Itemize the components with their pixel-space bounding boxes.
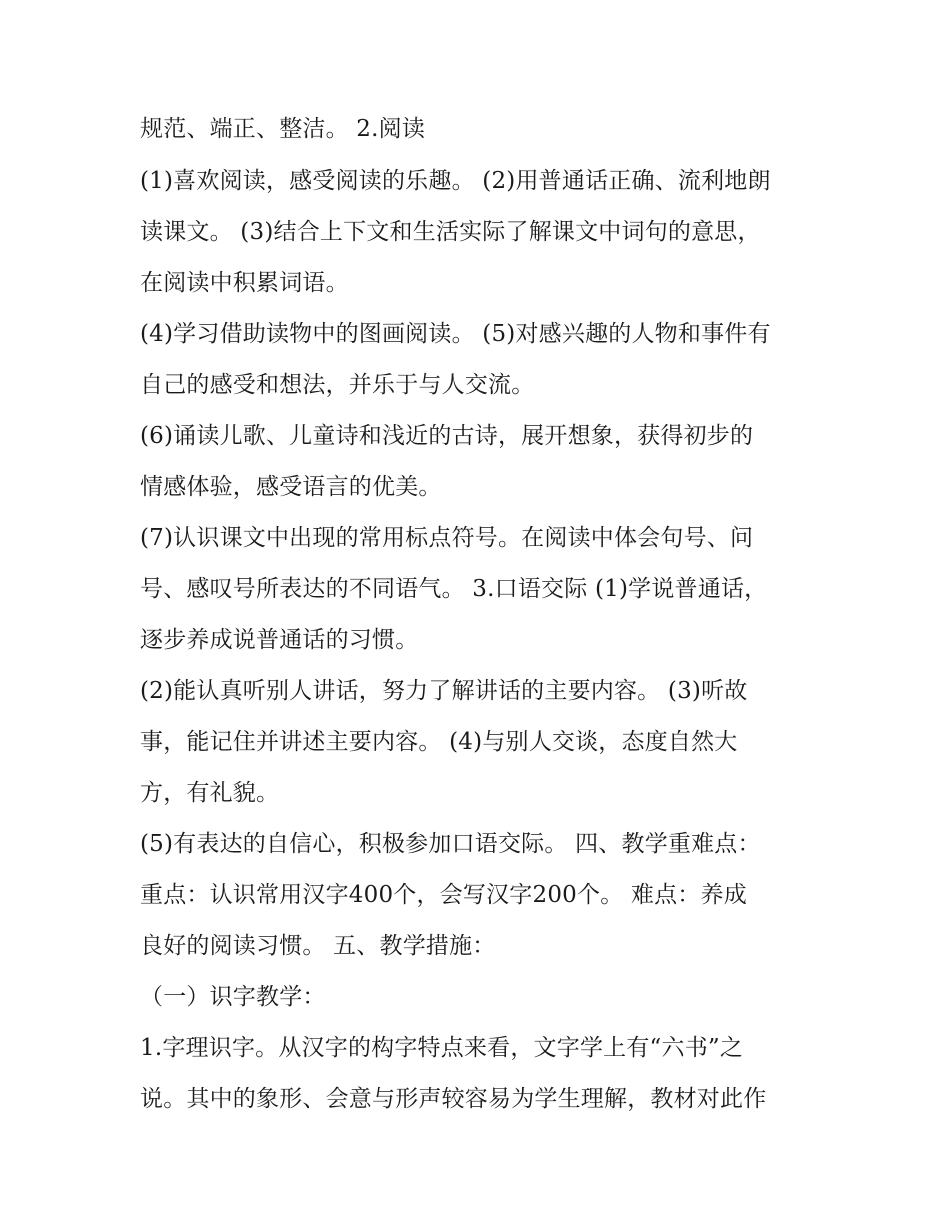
text-line: (7)认识课文中出现的常用标点符号。在阅读中体会句号、问 <box>140 525 754 551</box>
text-line: 自己的感受和想法，并乐于与人交流。 <box>140 372 535 398</box>
section-heading: （一）识字教学： <box>140 984 326 1010</box>
text-line: 良好的阅读习惯。 五、教学措施： <box>140 933 496 959</box>
text-line: (1)喜欢阅读，感受阅读的乐趣。 (2)用普通话正确、流利地朗 <box>140 168 771 194</box>
text-line: 重点：认识常用汉字400个，会写汉字200个。 难点：养成 <box>140 882 747 908</box>
text-line: (5)有表达的自信心，积极参加口语交际。 四、教学重难点： <box>140 831 761 857</box>
text-line: 规范、端正、整洁。 2.阅读 <box>140 116 426 142</box>
text-line: 读课文。 (3)结合上下文和生活实际了解课文中词句的意思， <box>140 219 761 245</box>
text-line: (2)能认真听别人讲话，努力了解讲话的主要内容。 (3)听故 <box>140 678 748 704</box>
text-line: 1.字理识字。从汉字的构字特点来看，文字学上有“六书”之 <box>140 1035 744 1061</box>
text-line: 事，能记住并讲述主要内容。 (4)与别人交谈，态度自然大 <box>140 729 738 755</box>
text-line: 方，有礼貌。 <box>140 780 280 806</box>
text-line: 号、感叹号所表达的不同语气。 3.口语交际 (1)学说普通话， <box>140 576 768 602</box>
text-line: 逐步养成说普通话的习惯。 <box>140 627 419 653</box>
text-line: 情感体验，感受语言的优美。 <box>140 474 442 500</box>
text-line: 说。其中的象形、会意与形声较容易为学生理解，教材对此作 <box>140 1086 767 1112</box>
text-line: (6)诵读儿歌、儿童诗和浅近的古诗，展开想象，获得初步的 <box>140 423 754 449</box>
text-line: (4)学习借助读物中的图画阅读。 (5)对感兴趣的人物和事件有 <box>140 321 771 347</box>
text-line: 在阅读中积累词语。 <box>140 270 349 296</box>
